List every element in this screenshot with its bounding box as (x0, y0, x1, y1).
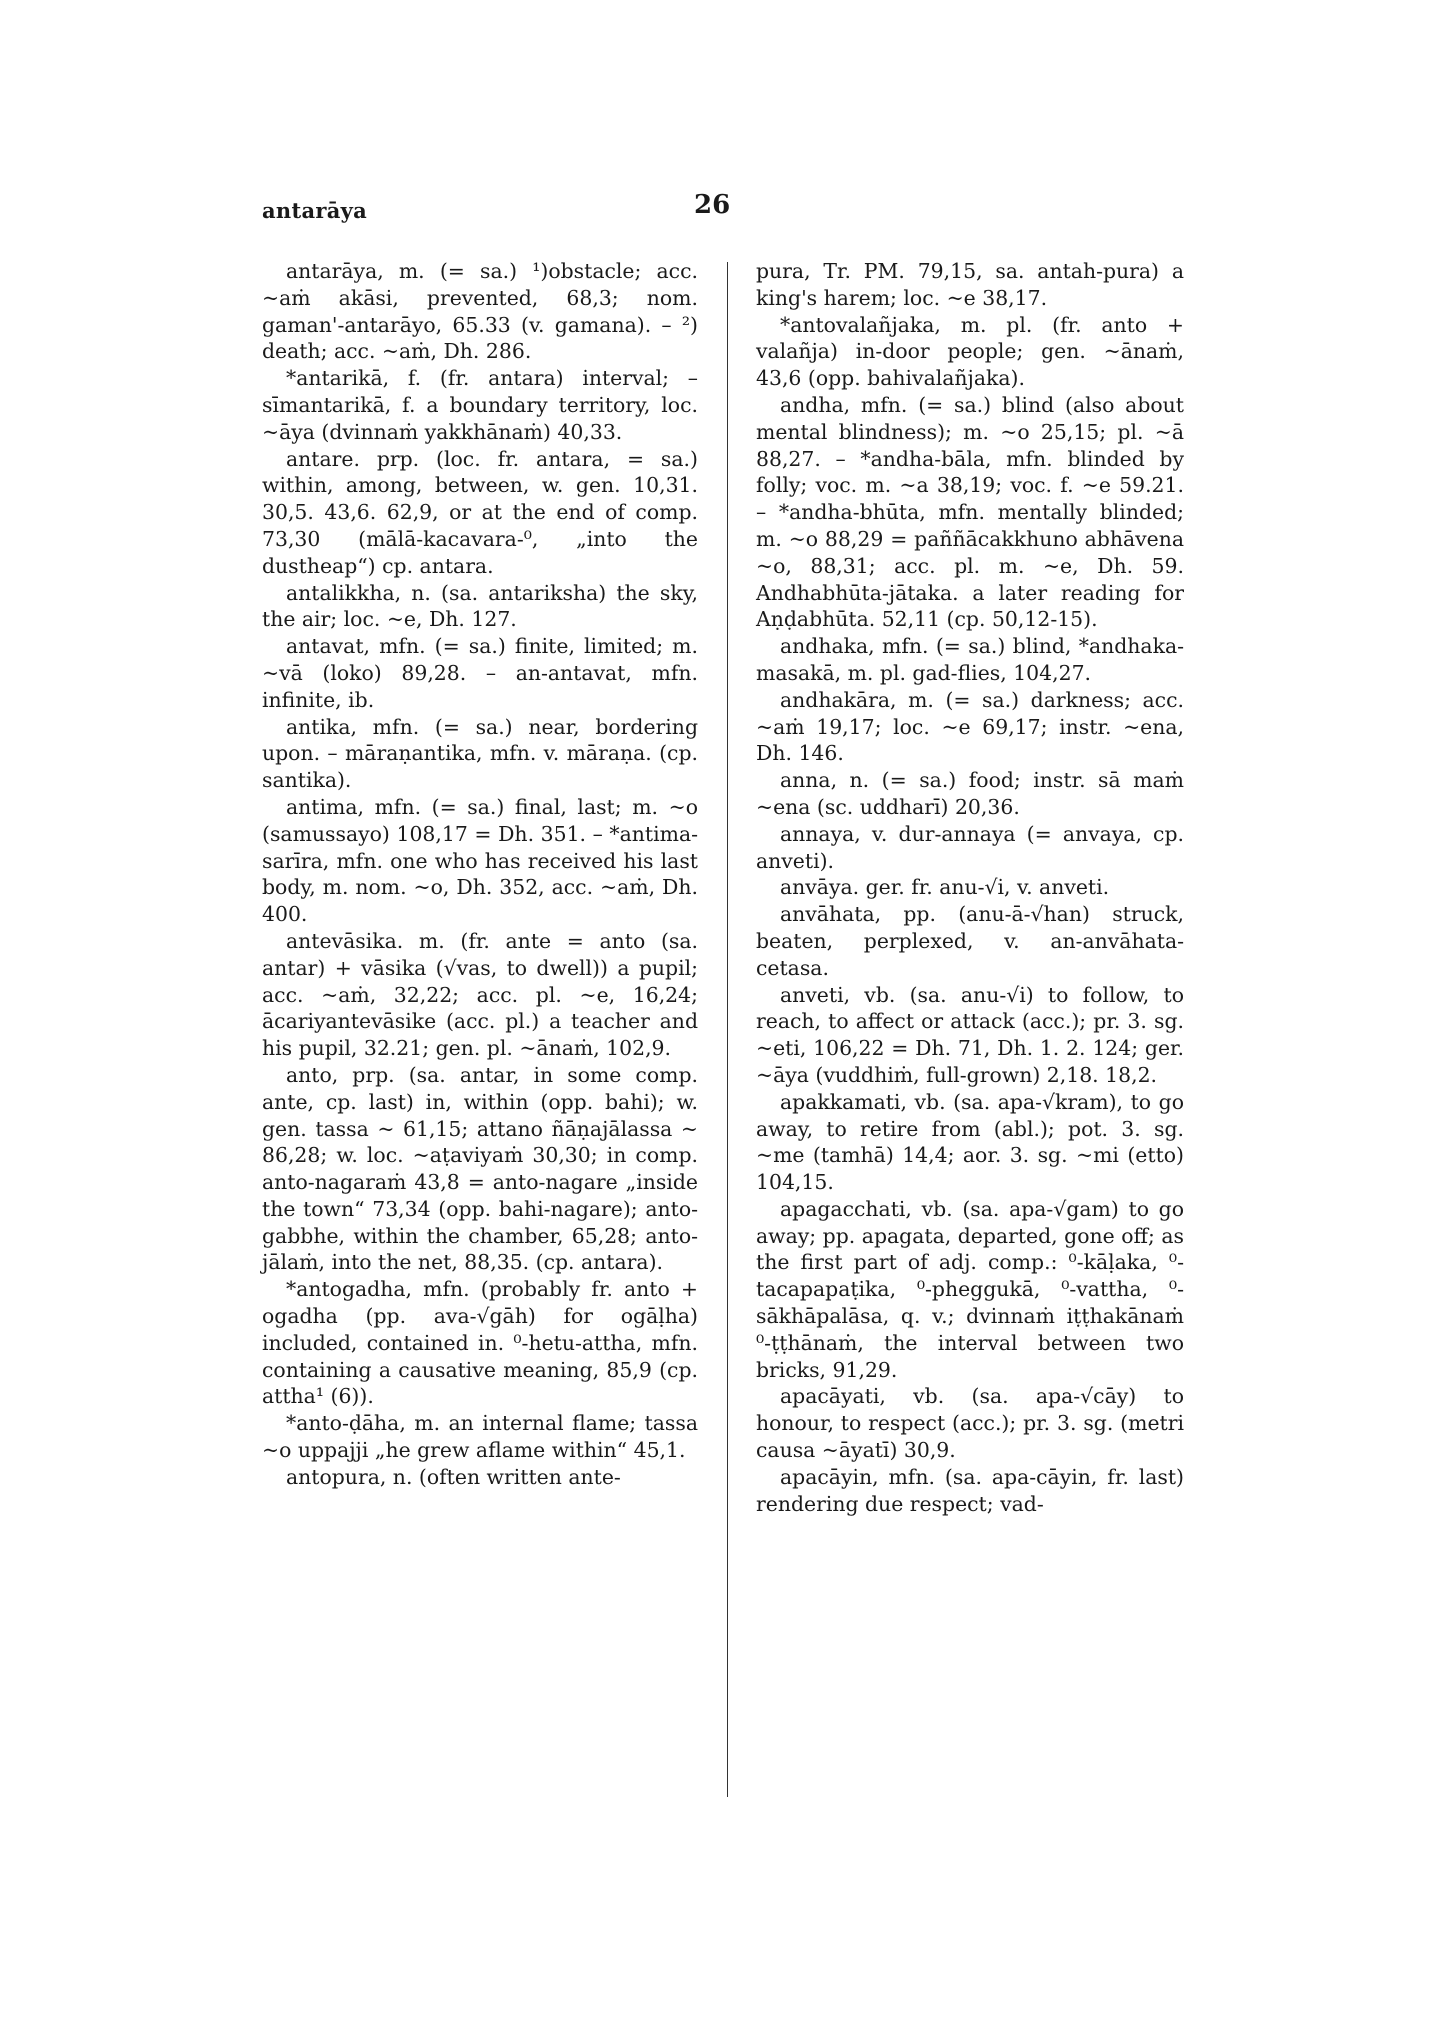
left-column (262, 258, 698, 1491)
entry-anto: anto, prp. (sa. antar, in some comp. ante, cp. last) in, within (opp. bahi); w. gen. tassa ~ 61,15; attano ñāṇajālassa ~ 86,28; w. loc. ~aṭaviyaṁ 30,30; in comp. anto-nagaraṁ 43,8 = anto-nagare „inside the town“ 73,34 (opp. bahi-nagare); anto-gabbhe, within the chamber, 65,28; anto-jālaṁ, into the net, 88,35. (cp. antara). (262, 1062, 698, 1275)
entry-antevasika: antevāsika. m. (fr. ante = anto (sa. antar) + vāsika (√vas, to dwell)) a pupil; acc. ~aṁ, 32,22; acc. pl. ~e, 16,24; ācariyantevāsike (acc. pl.) a teacher and his pupil, 32.21; gen. pl. ~ānaṁ, 102,9. (262, 928, 698, 1061)
column-divider (727, 262, 728, 1797)
entry-antopura-continued: pura, Tr. PM. 79,15, sa. antah-pura) a king's harem; loc. ~e 38,17. (756, 259, 1184, 310)
entry-antika: antika, mfn. (= sa.) near, bordering upon. – māraṇantika, mfn. v. māraṇa. (cp. santika). (262, 714, 698, 793)
entry-anvahata: anvāhata, pp. (anu-ā-√han) struck, beaten, perplexed, v. an-anvāhata-cetasa. (756, 902, 1184, 980)
entry-antalikkha: antalikkha, n. (sa. antariksha) the sky, the air; loc. ~e, Dh. 127. (262, 580, 698, 632)
entry-antarika: *antarikā, f. (fr. antara) interval; – sīmantarikā, f. a boundary territory, loc. ~āya (dvinnaṁ yakkhānaṁ) 40,33. (262, 366, 698, 444)
entry-anveti: anveti, vb. (sa. anu-√i) to follow, to reach, to affect or attack (acc.); pr. 3. sg. ~eti, 106,22 = Dh. 71, Dh. 1. 2. 124; ger. ~āya (vuddhiṁ, full-grown) 2,18. 18,2. (756, 982, 1184, 1087)
right-column (756, 258, 1184, 1517)
entry-anna: anna, n. (= sa.) food; instr. sā maṁ ~ena (sc. uddharī) 20,36. (756, 768, 1184, 819)
entry-antopura: antopura, n. (often written ante- (286, 1464, 621, 1489)
entry-antogadha: *antogadha, mfn. (probably fr. anto + ogadha (pp. ava-√gāh) for ogāḷha) included, contained in. ⁰-hetu-attha, mfn. containing a causative meaning, 85,9 (cp. attha¹ (6)). (262, 1277, 698, 1409)
entry-anto-daha: *anto-ḍāha, m. an internal flame; tassa ~o uppajji „he grew aflame within“ 45,1. (262, 1411, 698, 1463)
entry-annaya: annaya, v. dur-annaya (= anvaya, cp. anveti). (756, 821, 1184, 873)
page-number: 26 (694, 190, 731, 220)
entry-apagacchati: apagacchati, vb. (sa. apa-√gam) to go away; pp. apagata, departed, gone off; as the first part of adj. comp.: ⁰-kāḷaka, ⁰-tacapapaṭika, ⁰-pheggukā, ⁰-vattha, ⁰-sākhāpalāsa, q. v.; dvinnaṁ iṭṭhakānaṁ ⁰-ṭṭhānaṁ, the interval between two bricks, 91,29. (756, 1196, 1184, 1382)
entry-apacayin: apacāyin, mfn. (sa. apa-cāyin, fr. last) rendering due respect; vad- (756, 1464, 1184, 1516)
entry-antaraya: antarāya, m. (= sa.) ¹)obstacle; acc. ~aṁ akāsi, prevented, 68,3; nom. gaman'-antarāyo, 65.33 (v. gamana). – ²) death; acc. ~aṁ, Dh. 286. (262, 259, 698, 364)
entry-apacayati: apacāyati, vb. (sa. apa-√cāy) to honour, to respect (acc.); pr. 3. sg. (metri causa ~āyatī) 30,9. (756, 1384, 1184, 1463)
entry-antovalanjaka: *antovalañjaka, m. pl. (fr. anto + valañja) in-door people; gen. ~ānaṁ, 43,6 (opp. bahivalañjaka). (756, 312, 1184, 391)
entry-andhakara: andhakāra, m. (= sa.) darkness; acc. ~aṁ 19,17; loc. ~e 69,17; instr. ~ena, Dh. 146. (756, 687, 1184, 766)
entry-antare: antare. prp. (loc. fr. antara, = sa.) within, among, between, w. gen. 10,31. 30,5. 43,6. 62,9, or at the end of comp. 73,30 (mālā-kacavara-⁰, „into the dustheap“) cp. antara. (262, 446, 698, 578)
entry-antima: antima, mfn. (= sa.) final, last; m. ~o (samussayo) 108,17 = Dh. 351. – *antima-sarīra, mfn. one who has received his last body, m. nom. ~o, Dh. 352, acc. ~aṁ, Dh. 400. (262, 794, 698, 927)
running-head: antarāya (262, 198, 368, 223)
entry-apakkamati: apakkamati, vb. (sa. apa-√kram), to go away, to retire from (abl.); pot. 3. sg. ~me (tamhā) 14,4; aor. 3. sg. ~mi (etto) 104,15. (756, 1089, 1184, 1195)
entry-andhaka: andhaka, mfn. (= sa.) blind, *andhaka-masakā, m. pl. gad-flies, 104,27. (756, 634, 1184, 685)
entry-anvaya: anvāya. ger. fr. anu-√i, v. anveti. (780, 875, 1110, 900)
entry-antavat: antavat, mfn. (= sa.) finite, limited; m. ~vā (loko) 89,28. – an-antavat, mfn. infinite, ib. (262, 634, 698, 712)
entry-andha: andha, mfn. (= sa.) blind (also about mental blindness); m. ~o 25,15; pl. ~ā 88,27. – *andha-bāla, mfn. blinded by folly; voc. m. ~a 38,19; voc. f. ~e 59.21. – *andha-bhūta, mfn. mentally blinded; m. ~o 88,29 = paññācakkhuno abhāvena ~o, 88,31; acc. pl. m. ~e, Dh. 59. Andhabhūta-jātaka. a later reading for Aṇḍabhūta. 52,11 (cp. 50,12-15). (756, 392, 1184, 632)
